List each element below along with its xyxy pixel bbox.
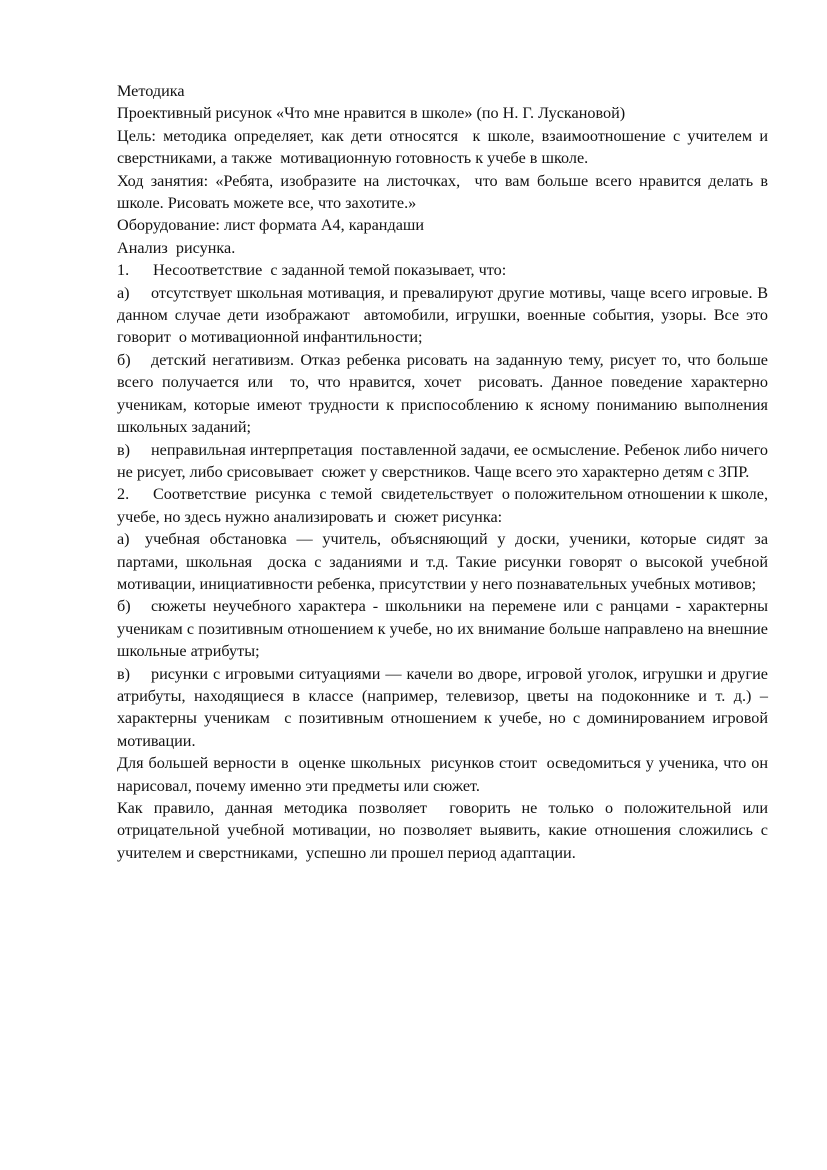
paragraph-item-2v (117, 663, 773, 753)
list-item-text: Соответствие рисунка с темой свидетельствует о положительном отношении к школе, учебе, но здесь нужно анализировать и сюжет рисунка: (117, 485, 773, 526)
list-marker: в) (117, 440, 131, 459)
list-item-text: Несоответствие с заданной темой показывает, что: (153, 261, 507, 280)
document-body (117, 80, 777, 864)
list-item-text: рисунки с игровыми ситуациями — качели во дворе, игровой уголок, игрушки и другие атрибуты, находящиеся в классе (например, телевизор, цветы на подоконнике и т. д.) – характерны ученикам с позитивным отношением к учебе, но с доминированием игровой мотивации. (117, 664, 773, 750)
list-item-text: детский негативизм. Отказ ребенка рисовать на заданную тему, рисует то, что больше всего получается или то, что нравится, хочет рисовать. Данное поведение характерно ученикам, которые имеют трудности к приспособлению к ясному пониманию выполнения школьных заданий; (117, 350, 773, 437)
paragraph-item-2 (117, 483, 773, 528)
paragraph-equipment: Оборудование: лист формата А4, карандаши (117, 216, 425, 235)
paragraph-item-1v (117, 439, 773, 484)
paragraph-item-2b (117, 595, 773, 662)
paragraph-subtitle: Проективный рисунок «Что мне нравится в школе» (по Н. Г. Лускановой) (117, 104, 626, 123)
list-marker: б) (117, 350, 131, 369)
list-marker: в) (117, 664, 131, 683)
list-marker: а) (117, 530, 130, 549)
list-item-text: отсутствует школьная мотивация, и превалируют другие мотивы, чаще всего игровые. В данном случае дети изображают автомобили, игрушки, военные события, узоры. Все это говорит о мотивационной инфантильности; (117, 283, 773, 347)
list-item-text: учебная обстановка — учитель, объясняющий у доски, ученики, которые сидят за партами, школьная доска с заданиями и т.д. Такие рисунки говорят о высокой учебной мотивации, инициативности ребенка, присутствии у него познавательных учебных мотивов; (117, 530, 777, 593)
paragraph-analysis-heading: Анализ рисунка. (117, 238, 236, 257)
list-marker: 2. (117, 485, 130, 504)
paragraph-item-2a (117, 528, 777, 595)
paragraph-item-1b (117, 349, 773, 439)
paragraph-procedure: Ход занятия: «Ребята, изобразите на листочках, что вам больше всего нравится делать в школе. Рисовать можете все, что захотите.» (117, 171, 773, 213)
paragraph-closing-2: Как правило, данная методика позволяет говорить не только о положительной или отрицательной учебной мотивации, но позволяет выявить, какие отношения сложились с учителем и сверстниками, успешно ли прошел период адаптации. (117, 799, 773, 862)
list-item-text: неправильная интерпретация поставленной задачи, ее осмысление. Ребенок либо ничего не рисует, либо срисовывает сюжет у сверстников. Чаще всего это характерно детям с ЗПР. (117, 440, 773, 481)
paragraph-item-1a (117, 282, 773, 349)
paragraph-goal: Цель: методика определяет, как дети относятся к школе, взаимоотношение с учителем и сверстниками, а также мотивационную готовность к учебе в школе. (117, 126, 773, 168)
list-marker: 1. (117, 261, 130, 280)
list-marker: а) (117, 283, 130, 302)
list-item-text: сюжеты неучебного характера - школьники на перемене или с ранцами - характерны ученикам с позитивным отношением к учебе, но их внимание больше направлено на внешние школьные атрибуты; (117, 597, 773, 661)
paragraph-heading: Методика (117, 82, 185, 100)
paragraph-item-1 (117, 259, 768, 281)
list-marker: б) (117, 597, 131, 616)
paragraph-closing-1: Для большей верности в оценке школьных рисунков стоит осведомиться у ученика, что он нарисовал, почему именно эти предметы или сюжет. (117, 754, 773, 795)
